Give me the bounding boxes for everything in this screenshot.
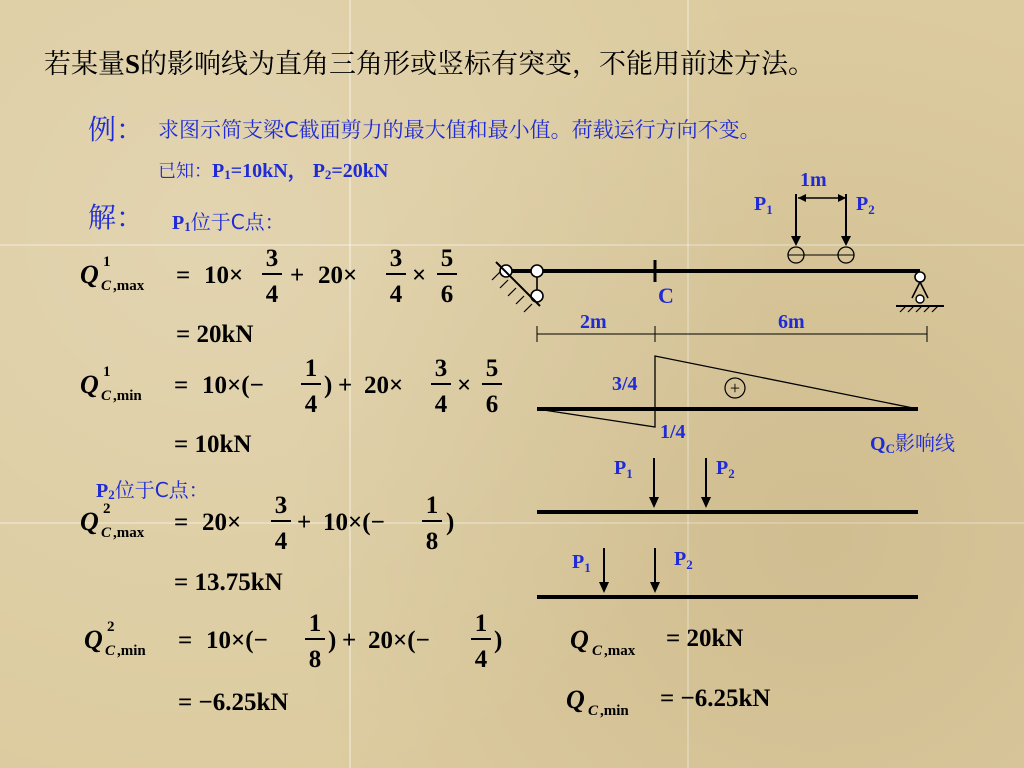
eq3-t1: 20× [202, 509, 242, 536]
title-text-before: 若某量 [44, 49, 125, 80]
eq2-t1: 10×(− [202, 372, 264, 399]
given-p1-value: =10kN， [230, 160, 308, 182]
case2-p: P [96, 480, 109, 502]
eq3-q: Q [80, 507, 99, 536]
pos1-p1-label: $P_1$ [614, 457, 633, 481]
case2-sub: 2 [108, 487, 115, 502]
pos2-p1-label: $P_1$ [572, 551, 591, 575]
eq2-num1: 1 [304, 355, 318, 382]
eq4-t5: + [342, 627, 357, 654]
load-position-2 [537, 548, 918, 597]
given-label: 已知： [158, 161, 212, 182]
eq4-num2: 1 [474, 610, 488, 637]
il-positive-part [655, 356, 918, 409]
eq1-sub: ,max [113, 278, 145, 294]
load1-wheel [788, 247, 804, 263]
case1-p: P [172, 212, 185, 234]
qmax-value: = 20kN [666, 625, 744, 652]
pos1-p2-arrowhead [701, 497, 711, 508]
span-right-label: 6m [778, 311, 805, 333]
qmin-q: Q [566, 685, 585, 714]
qmax-c: C [592, 643, 603, 659]
section-c-label: C [658, 283, 674, 308]
load-position-1 [537, 457, 918, 512]
eq1-num1: 3 [265, 245, 279, 272]
pos1-p2-label: $P_2$ [716, 457, 735, 481]
il-ordinate-negative: 1/4 [660, 421, 686, 443]
eq4 [84, 610, 502, 716]
given-p1: P [212, 160, 225, 182]
title-symbol: S [125, 49, 141, 79]
spacing-label: 1m [800, 169, 827, 191]
eq1-q: Q [80, 260, 99, 289]
eq4-t4: ) [328, 627, 337, 654]
eq4-den1: 8 [308, 646, 322, 673]
case1-sub: 1 [184, 219, 191, 234]
eq2-c: C [101, 388, 112, 404]
spacing-arrowheads [798, 194, 846, 202]
eq4-num1: 1 [308, 610, 322, 637]
qmax-sub: ,max [604, 643, 636, 659]
eq4-q: Q [84, 625, 103, 654]
eq3-t8: ) [446, 509, 455, 536]
eq2-num3: 5 [485, 355, 499, 382]
eq4-t1: 10×(− [206, 627, 268, 654]
load1-label: $P_1$ [754, 193, 773, 217]
qmax-q: Q [570, 625, 589, 654]
solution-label: 解： [88, 201, 145, 234]
example-question: 求图示简支梁C截面剪力的最大值和最小值。荷载运行方向不变。 [158, 118, 761, 142]
example-label: 例： [88, 113, 145, 146]
eq4-t9: ) [494, 627, 503, 654]
eq1-t8: × [412, 262, 427, 289]
eq2-t9: × [457, 372, 472, 399]
eq2-t6: 20× [364, 372, 404, 399]
pos1-p1-arrowhead [649, 497, 659, 508]
eq3-num1: 3 [274, 492, 288, 519]
case2-text: 位于C点： [114, 478, 209, 502]
eq3-t5: 10×(− [323, 509, 385, 536]
eq2-den3: 6 [485, 391, 499, 418]
load1-arrowhead [791, 236, 801, 246]
eq1-den2: 4 [389, 281, 403, 308]
qmin-sub: ,min [600, 703, 629, 719]
given-p2: P [312, 160, 325, 182]
case1-text: 位于C点： [190, 210, 285, 234]
right-support-hatch [900, 306, 938, 312]
eq3-den2: 8 [425, 528, 439, 555]
eq2-den2: 4 [434, 391, 448, 418]
plus-circle [725, 378, 745, 398]
eq1-t5: 20× [318, 262, 358, 289]
eq2-den1: 4 [304, 391, 318, 418]
eq3-den1: 4 [274, 528, 288, 555]
eq4-sub: ,min [117, 643, 146, 659]
eq2-t0: = [174, 372, 189, 399]
eq4-sup: 2 [107, 619, 115, 635]
eq3-c: C [101, 525, 112, 541]
eq4-result: = −6.25kN [178, 689, 289, 716]
eq2-sup: 1 [103, 364, 111, 380]
eq2-num2: 3 [434, 355, 448, 382]
qmin-c: C [588, 703, 599, 719]
pos2-p2-label: $P_2$ [674, 548, 693, 572]
eq3-sup: 2 [103, 501, 111, 517]
eq3-num2: 1 [425, 492, 439, 519]
load2-wheel [838, 247, 854, 263]
right-support-legs [912, 282, 928, 298]
given-p2-sub: 2 [324, 167, 332, 182]
eq3-t0: = [174, 509, 189, 536]
load2-arrowhead [841, 236, 851, 246]
right-support-pin [915, 272, 925, 282]
eq3-result: = 13.75kN [174, 569, 283, 596]
il-ordinate-positive: 3/4 [612, 373, 638, 395]
eq3 [80, 492, 454, 596]
eq1-den1: 4 [265, 281, 279, 308]
eq1-den3: 6 [440, 281, 454, 308]
eq4-c: C [105, 643, 116, 659]
eq4-t0: = [178, 627, 193, 654]
eq1-sup: 1 [103, 254, 111, 270]
influence-line [537, 356, 955, 456]
given-p1-sub: 1 [224, 167, 231, 182]
given-p2-value: =20kN [331, 160, 389, 182]
eq2-q: Q [80, 370, 99, 399]
title-text-after: 的影响线为直角三角形或竖标有突变，不能用前述方法。 [140, 49, 816, 80]
eq2-result: = 10kN [174, 431, 252, 458]
pos2-p1-arrowhead [599, 582, 609, 593]
eq1-num2: 3 [389, 245, 403, 272]
eq1-t1: 10× [204, 262, 244, 289]
eq4-t6: 20×(− [368, 627, 430, 654]
qmin-value: = −6.25kN [660, 685, 771, 712]
eq1-num3: 5 [440, 245, 454, 272]
right-support-pin-bottom [916, 295, 924, 303]
eq3-t4: + [297, 509, 312, 536]
eq4-den2: 4 [474, 646, 488, 673]
eq1-t0: = [176, 262, 191, 289]
eq1 [80, 245, 457, 348]
il-title: QC影响线 [870, 431, 955, 456]
eq1-c: C [101, 278, 112, 294]
eq1-t4: + [290, 262, 305, 289]
load2-label: $P_2$ [856, 193, 875, 217]
eq2-t5: + [338, 372, 353, 399]
eq2-sub: ,min [113, 388, 142, 404]
span-left-label: 2m [580, 311, 607, 333]
eq3-sub: ,max [113, 525, 145, 541]
eq1-result: = 20kN [176, 321, 254, 348]
pos2-p2-arrowhead [650, 582, 660, 593]
eq2 [80, 355, 502, 458]
eq2-t4: ) [324, 372, 333, 399]
plus-sign: + [729, 378, 741, 398]
moving-loads [754, 169, 875, 263]
final-results [566, 625, 770, 719]
